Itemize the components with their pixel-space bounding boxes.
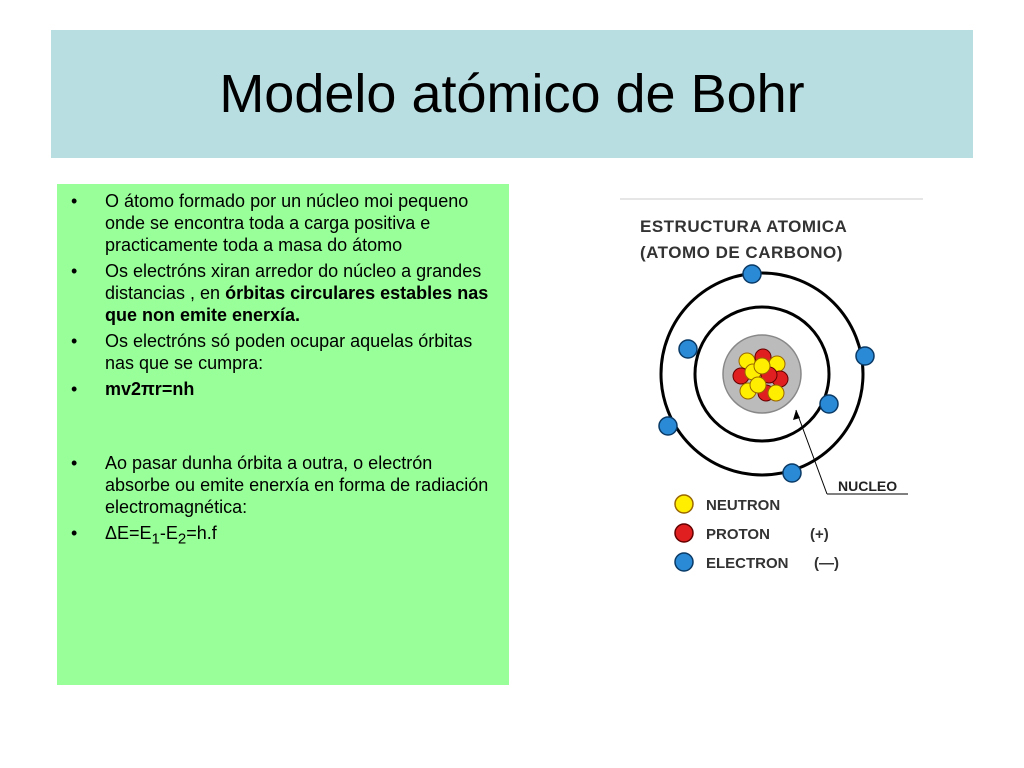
bullet-marker: • xyxy=(71,523,78,543)
legend-electron-sign: (—) xyxy=(814,555,839,572)
nucleus-label: NUCLEO xyxy=(838,478,898,494)
energy-formula: $\Delta E=E_1-E_2=h.f$ xyxy=(105,523,217,548)
legend-electron-swatch xyxy=(675,553,693,571)
bullet-marker: • xyxy=(71,261,78,281)
bullet-item xyxy=(65,260,499,326)
legend-proton-sign: (+) xyxy=(810,526,829,543)
bullet-marker: • xyxy=(71,331,78,351)
bullet-item xyxy=(65,522,499,551)
bullet-item xyxy=(65,452,499,518)
bullet-marker: • xyxy=(71,453,78,473)
bullet-item xyxy=(65,378,499,400)
bullet-text: Os electróns xiran arredor do núcleo a grandes distancias , en xyxy=(105,261,482,303)
nucleus-pointer-line xyxy=(796,410,827,494)
slide-title: Modelo atómico de Bohr xyxy=(219,64,805,124)
bullet-marker: • xyxy=(71,379,78,399)
carbon-atom-diagram xyxy=(620,196,925,586)
bohr-quantization-formula: mv2πr=nh xyxy=(105,379,195,399)
bullet-marker: • xyxy=(71,191,78,211)
atom-diagram-svg xyxy=(620,196,925,586)
title-bar xyxy=(51,30,973,158)
legend-neutron-label: NEUTRON xyxy=(706,497,781,514)
bullet-text: Ao pasar dunha órbita a outra, o electrón absorbe ou emite enerxía en forma de radiación electromagnética: xyxy=(105,453,489,517)
bullet-list xyxy=(65,190,499,551)
nucleus xyxy=(723,335,801,413)
bullet-item xyxy=(65,190,499,256)
legend-electron-label: ELECTRON xyxy=(706,555,789,572)
bullet-bold-text: órbitas circulares estables nas que non emite enerxía. xyxy=(105,283,489,325)
content-box xyxy=(57,184,509,685)
diagram-title-line1: ESTRUCTURA ATOMICA xyxy=(640,217,848,236)
legend xyxy=(675,495,839,572)
legend-proton-swatch xyxy=(675,524,693,542)
legend-proton-label: PROTON xyxy=(706,526,770,543)
bullet-text: Os electróns só poden ocupar aquelas órbitas nas que se cumpra: xyxy=(105,331,473,373)
diagram-title-line2: (ATOMO DE CARBONO) xyxy=(640,243,843,262)
bullet-item xyxy=(65,330,499,374)
legend-neutron-swatch xyxy=(675,495,693,513)
bullet-text: O átomo formado por un núcleo moi pequeno onde se encontra toda a carga positiva e practicamente toda a masa do átomo xyxy=(105,191,469,255)
